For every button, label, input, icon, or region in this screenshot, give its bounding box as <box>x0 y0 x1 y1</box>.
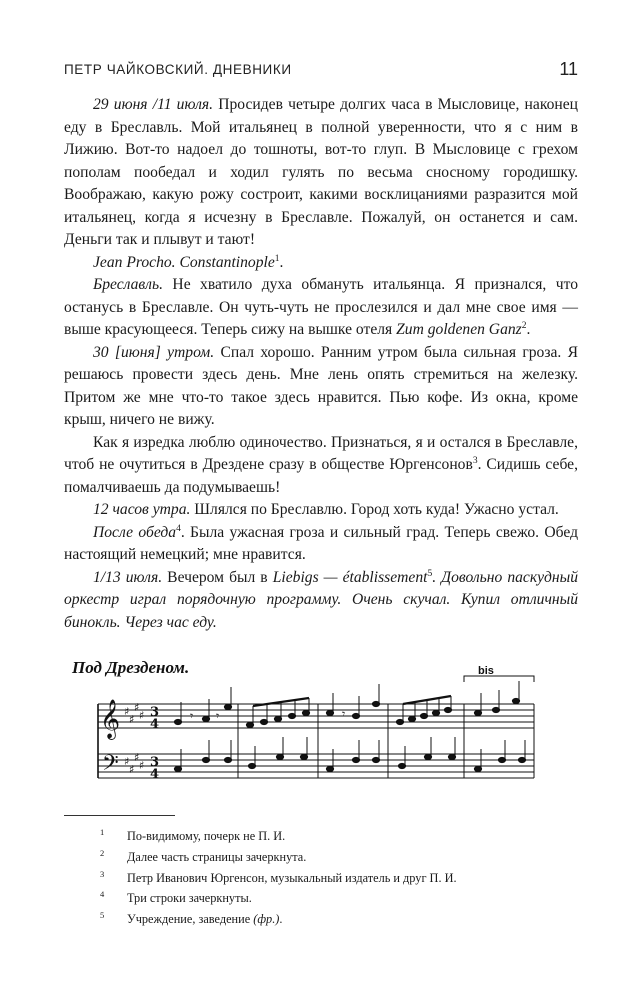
paragraph <box>64 94 578 252</box>
svg-text:𝄾: 𝄾 <box>342 707 346 721</box>
italic-run: Бреславль. <box>93 276 163 293</box>
svg-text:♯: ♯ <box>139 709 145 722</box>
bass-clef-icon: 𝄢 <box>102 751 119 781</box>
svg-text:♯: ♯ <box>124 755 130 768</box>
italic-run: Liebigs — établissement <box>272 568 428 586</box>
svg-text:♯: ♯ <box>139 759 145 772</box>
svg-text:3: 3 <box>150 755 160 770</box>
text-run: Спал хорошо. Ранним утром была сильная гроза. Я решаюсь провести здесь день. Мне лень опять стремиться на железку. Притом же мне что-то такое здесь нравится. Пью кофе. Из окна, кроме крыш, ничего не вижу. <box>64 343 578 428</box>
text-run: Не хватило духа обмануть итальянца. Я признался, что останусь в Бреславле. Он чуть-чуть не прослезился и дал мне свое имя — выше красующееся. Теперь сижу на вышке отеля <box>64 276 578 338</box>
text-run: . <box>279 253 284 271</box>
italic-run: Jean Procho. Constantinople <box>93 253 275 271</box>
italic-run: После обеда <box>93 523 177 541</box>
page-number: 11 <box>559 59 578 79</box>
footnote-item <box>64 868 584 889</box>
svg-text:♯: ♯ <box>134 751 140 764</box>
italic-run: 29 июня /11 июля. <box>93 96 214 113</box>
paragraph <box>64 342 578 432</box>
footnote-number: 4 <box>100 889 105 900</box>
text-run: Как я изредка люблю одиночество. Признаться, я и остался в Бреславле, чтоб не очутиться в Дрездене сразу в обществе Юргенсонов <box>64 433 578 473</box>
text-run: . <box>279 912 283 927</box>
footnote-text: Три строки зачеркнуты. <box>127 891 252 906</box>
svg-text:♯: ♯ <box>134 701 140 714</box>
svg-text:♯: ♯ <box>124 705 130 718</box>
footnote-text <box>127 909 282 930</box>
footnote-item <box>64 909 584 930</box>
footnote-separator <box>64 815 175 816</box>
footnote-number: 3 <box>100 868 105 879</box>
running-title: ПЕТР ЧАЙКОВСКИЙ. ДНЕВНИКИ <box>64 62 292 77</box>
page-header <box>64 59 578 86</box>
paragraph <box>64 567 578 635</box>
svg-text:♯: ♯ <box>129 713 135 726</box>
footnote-number: 5 <box>100 910 105 921</box>
footnote-number: 2 <box>100 847 105 858</box>
music-excerpt <box>66 648 546 790</box>
svg-text:𝄾: 𝄾 <box>190 709 194 723</box>
text-run: . Была ужасная гроза и сильный град. Теперь свежо. Обед настоящий немецкий; мне нравится. <box>64 523 578 563</box>
italic-run: Zum goldenen Ganz <box>396 321 522 338</box>
bis-label: bis <box>478 665 494 677</box>
svg-text:3: 3 <box>150 705 160 720</box>
footnote-item <box>64 847 584 868</box>
footnote-text: Петр Иванович Юргенсон, музыкальный издатель и друг П. И. <box>127 870 457 885</box>
italic-run: (фр.) <box>253 912 280 927</box>
italic-run: 30 [июня] утром. <box>93 343 215 361</box>
svg-text:𝄾: 𝄾 <box>216 709 220 723</box>
footnote-text: Далее часть страницы зачеркнута. <box>127 849 307 864</box>
italic-run: 1/13 июля. <box>93 568 163 586</box>
text-run: Учреждение, заведение <box>127 912 254 927</box>
text-run: . <box>526 321 531 338</box>
text-run: Вечером был в <box>162 568 273 586</box>
italic-run: . Довольно паскудный оркестр играл порядочную программу. Очень скучал. Купил отличный бинокль. Через час еду. <box>64 568 579 631</box>
music-caption: Под Дрезденом. <box>72 658 190 677</box>
footnotes <box>64 826 584 930</box>
paragraph <box>64 499 578 522</box>
text-run: . Сидишь себе, помалчиваешь да подумываешь! <box>64 456 579 496</box>
footnote-ref: 3 <box>472 456 478 466</box>
italic-run: 12 часов утра. <box>93 501 191 518</box>
footnote-item <box>64 826 584 847</box>
svg-text:4: 4 <box>150 717 160 732</box>
text-run: Шлялся по Бреславлю. Город хоть куда! Ужасно устал. <box>190 501 559 518</box>
text-run: Просидев четыре долгих часа в Мысловице, наконец еду в Бреславль. Мой итальянец в полной уверенности, что я с ним в Лижию. Вот-то надоел до тошноты, вот-то глуп. В Мысловице с грехом пополам пообедал и ходил гулять по весьма сносному городишку. Воображаю, какую рожу состроит, какими восклицаниями разразится мой итальянец, когда я исчезну в Бреславле. Пожалуй, он останется и сам. Деньги так и плывут и тают! <box>64 96 579 248</box>
footnote-text: По-видимому, почерк не П. И. <box>127 829 286 843</box>
paragraph <box>64 432 578 500</box>
svg-text:4: 4 <box>150 767 160 782</box>
footnote-ref: 2 <box>521 321 527 331</box>
footnote-item <box>64 888 584 909</box>
footnote-ref: 5 <box>427 568 433 579</box>
footnote-ref: 1 <box>274 253 280 264</box>
paragraph <box>64 522 578 567</box>
treble-clef-icon: 𝄞 <box>100 699 121 739</box>
paragraph <box>64 274 578 342</box>
paragraph <box>64 252 578 275</box>
footnote-number: 1 <box>100 827 105 837</box>
footnote-ref: 4 <box>176 523 181 534</box>
svg-text:♯: ♯ <box>129 763 135 776</box>
main-text <box>64 94 578 634</box>
